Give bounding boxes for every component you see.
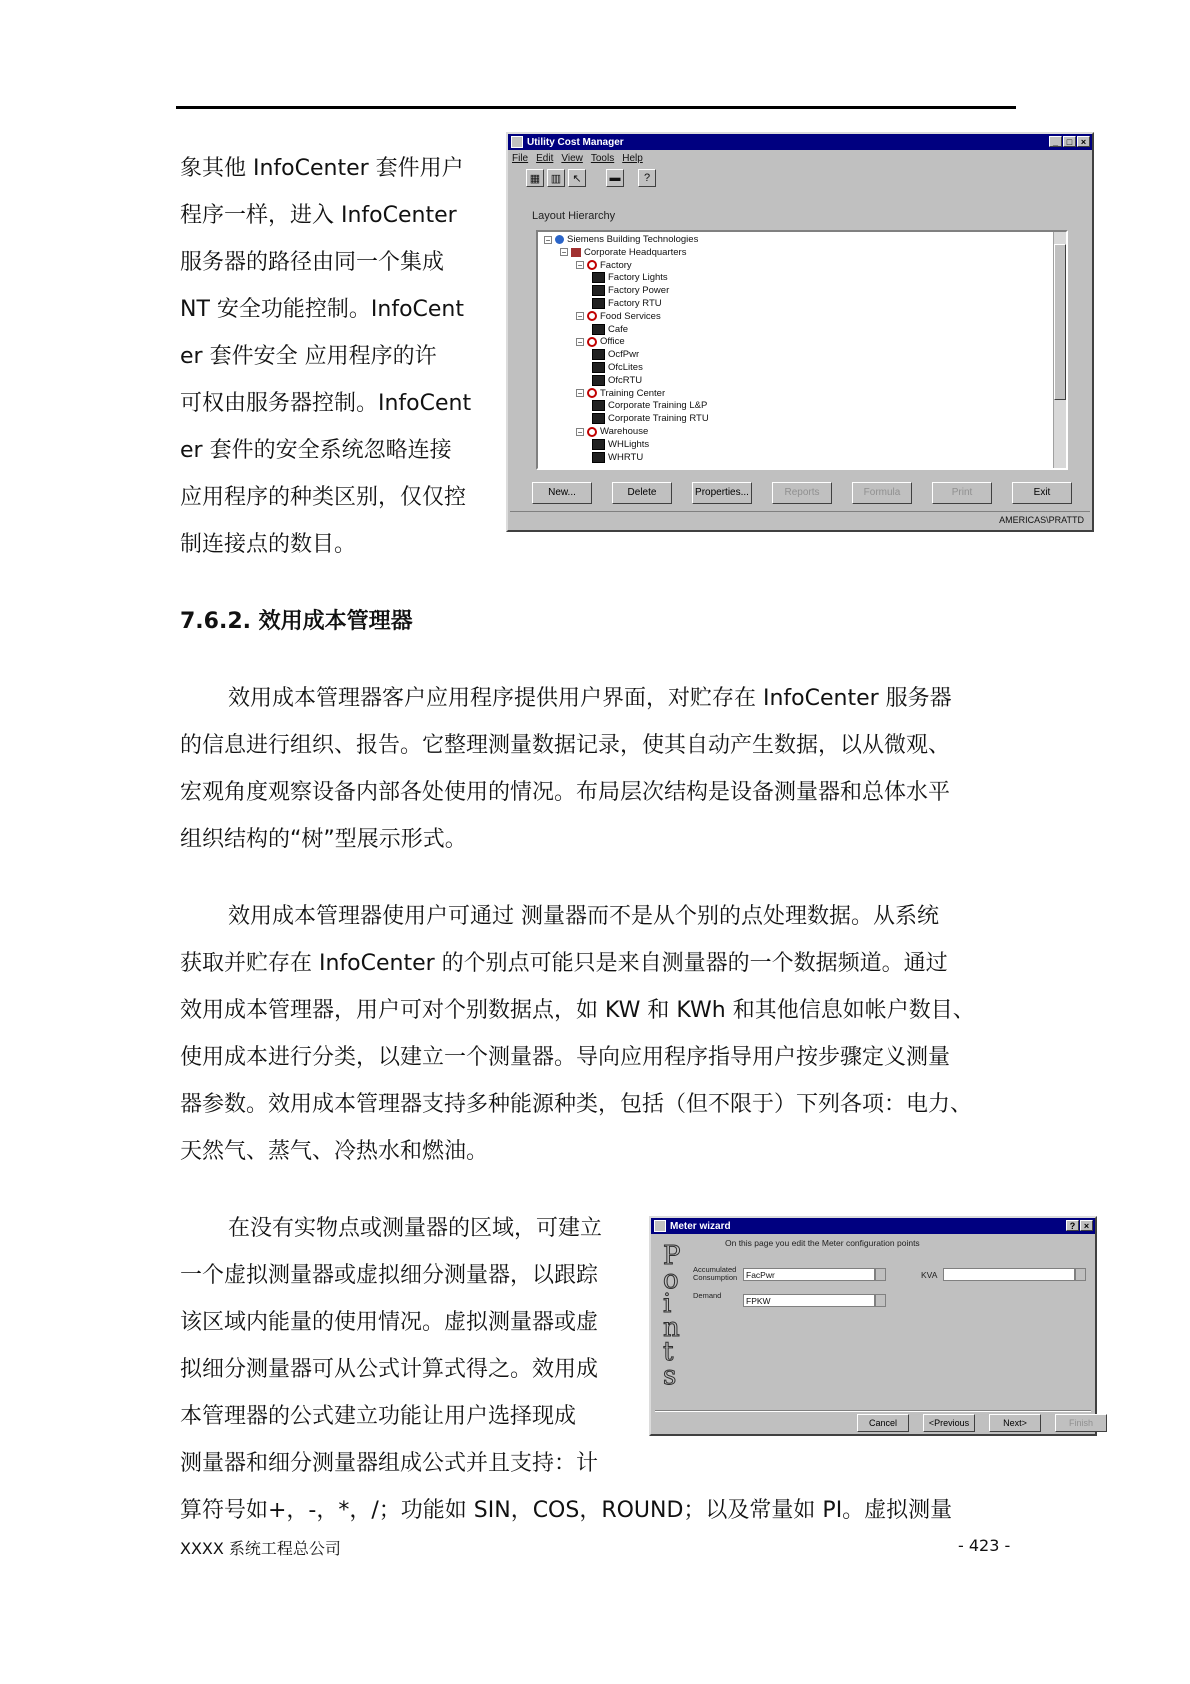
tree-node[interactable] — [592, 439, 649, 450]
tree-node-label: Cafe — [608, 323, 629, 335]
dropdown-button[interactable] — [875, 1294, 886, 1307]
building-icon — [571, 248, 581, 257]
header-rule — [176, 106, 1016, 109]
text-line: 使用成本进行分类，以建立一个测量器。导向应用程序指导用户按步骤定义测量 — [180, 1045, 951, 1070]
tree-node-label: Siemens Building Technologies — [567, 234, 699, 245]
tree-node[interactable] — [576, 311, 661, 322]
collapse-icon[interactable]: − — [577, 312, 583, 322]
text-line: 本管理器的公式建立功能让用户选择现成 — [180, 1404, 577, 1429]
utility-cost-manager-window — [506, 132, 1094, 532]
tree-node-label: OcfPwr — [608, 349, 640, 361]
tree-node-label: Factory Lights — [608, 272, 668, 284]
text-line: 程序一样，进入 InfoCenter — [180, 203, 457, 228]
meter-icon — [592, 400, 605, 411]
tree-node-label: Corporate Training RTU — [608, 413, 709, 425]
text-line: 天然气、蒸气、冷热水和燃油。 — [180, 1139, 489, 1164]
ucm-button-reports[interactable]: Reports — [772, 482, 832, 504]
tree-node[interactable] — [592, 272, 668, 283]
text-line: 获取并贮存在 InfoCenter 的个别点可能只是来自测量器的一个数据频道。通过 — [180, 951, 948, 976]
points-letter: i — [663, 1289, 672, 1319]
wizard-button-next[interactable]: Next> — [989, 1414, 1041, 1432]
meter-icon — [592, 298, 605, 309]
dropdown-button[interactable] — [875, 1268, 886, 1281]
text-line: 拟细分测量器可从公式计算式得之。效用成 — [180, 1357, 599, 1382]
meter-wizard-window — [649, 1216, 1097, 1436]
ucm-title: Utility Cost Manager — [527, 136, 624, 148]
tree-node[interactable] — [592, 375, 642, 386]
text-line: er 套件的安全系统忽略连接 — [180, 438, 452, 463]
chart-icon[interactable]: ▥ — [547, 169, 565, 187]
text-line: 效用成本管理器客户应用程序提供用户界面，对贮存在 InfoCenter 服务器 — [228, 686, 952, 711]
meter-icon — [592, 272, 605, 283]
tree-node[interactable] — [592, 413, 709, 424]
ucm-button-exit[interactable]: Exit — [1012, 482, 1072, 504]
location-icon — [587, 388, 597, 398]
globe-icon — [555, 235, 564, 244]
meter-icon — [592, 413, 605, 424]
wizard-button-finish[interactable]: Finish — [1055, 1414, 1107, 1432]
points-graphic — [663, 1241, 681, 1391]
field-label: Accumulated Consumption — [693, 1265, 738, 1282]
text-line: 该区域内能量的使用情况。虚拟测量器或虚 — [180, 1310, 599, 1335]
text-line: 一个虚拟测量器或虚拟细分测量器，以跟踪 — [180, 1263, 599, 1288]
points-letter: o — [663, 1265, 679, 1295]
ucm-button-delete[interactable]: Delete — [612, 482, 672, 504]
collapse-icon[interactable]: − — [577, 261, 583, 271]
ucm-button-new[interactable]: New... — [532, 482, 592, 504]
meter-icon — [592, 375, 605, 386]
meter-icon — [592, 452, 605, 463]
tree-node[interactable] — [592, 400, 707, 411]
location-icon — [587, 311, 597, 321]
ucm-button-formula[interactable]: Formula — [852, 482, 912, 504]
kva-dropdown-button[interactable] — [1075, 1268, 1086, 1281]
text-line: er 套件安全 应用程序的许 — [180, 344, 437, 369]
text-line: 宏观角度观察设备内部各处使用的情况。布局层次结构是设备测量器和总体水平 — [180, 780, 951, 805]
tree-node-label: Corporate Headquarters — [584, 246, 687, 258]
help-button[interactable]: ? — [1066, 1220, 1079, 1231]
meter-icon — [592, 285, 605, 296]
tree-node[interactable] — [592, 452, 643, 463]
tree-node[interactable] — [592, 349, 639, 360]
page-number: - 423 - — [958, 1536, 1011, 1555]
collapse-icon[interactable]: − — [577, 337, 583, 347]
tree-node-label: Factory RTU — [608, 298, 662, 309]
layout-hierarchy-tree[interactable] — [536, 230, 1068, 470]
tree-node-label: WHLights — [608, 438, 650, 450]
layout-hierarchy-label: Layout Hierarchy — [532, 210, 616, 222]
ucm-title-bar — [508, 134, 1092, 150]
text-line: 可权由服务器控制。InfoCent — [180, 391, 472, 416]
collapse-icon[interactable]: − — [577, 427, 583, 437]
text-line: 制连接点的数目。 — [180, 532, 357, 557]
tree-node-label: Factory Power — [608, 285, 670, 297]
ucm-menu-bar — [508, 150, 1092, 166]
wizard-title: Meter wizard — [670, 1220, 731, 1232]
tree-view-icon[interactable]: ▦ — [526, 169, 544, 187]
tree-node-label: Office — [600, 336, 625, 348]
text-line: 应用程序的种类区别，仅仅控 — [180, 485, 467, 510]
wizard-title-bar — [651, 1218, 1095, 1234]
close-button[interactable]: × — [1077, 136, 1090, 147]
ucm-button-print[interactable]: Print — [932, 482, 992, 504]
tree-node-label: Training Center — [600, 387, 666, 399]
tree-node[interactable] — [576, 426, 648, 437]
field-input[interactable]: FacPwr — [743, 1268, 875, 1281]
text-line: 组织结构的“树”型展示形式。 — [180, 827, 467, 852]
text-line: NT 安全功能控制。InfoCent — [180, 297, 464, 322]
points-letter: P — [663, 1241, 681, 1271]
text-line: 效用成本管理器，用户可对个别数据点，如 KW 和 KWh 和其他信息如帐户数目、 — [180, 998, 975, 1023]
ucm-toolbar — [508, 166, 1092, 190]
maximize-button[interactable]: □ — [1063, 136, 1076, 147]
text-line: 器参数。效用成本管理器支持多种能源种类，包括（但不限于）下列各项：电力、 — [180, 1092, 973, 1117]
kva-label: KVA — [921, 1270, 938, 1280]
menu-item[interactable]: Edit — [536, 152, 554, 164]
tree-node-label: Factory — [600, 259, 632, 271]
text-line: 的信息进行组织、报告。它整理测量数据记录，使其自动产生数据，以从微观、 — [180, 733, 951, 758]
tree-node[interactable] — [560, 247, 686, 258]
minimize-button[interactable]: _ — [1049, 136, 1062, 147]
points-letter: t — [663, 1337, 674, 1367]
points-letter: s — [663, 1361, 677, 1391]
points-letter: n — [663, 1313, 680, 1343]
tree-node-label: WHRTU — [608, 451, 644, 463]
menu-item[interactable]: Tools — [590, 152, 615, 164]
tree-node[interactable] — [576, 388, 665, 399]
meter-icon — [592, 362, 605, 373]
collapse-icon[interactable]: − — [577, 389, 583, 399]
field-input[interactable]: FPKW — [743, 1294, 875, 1307]
collapse-icon[interactable]: − — [561, 248, 567, 258]
printer-icon[interactable]: ▬ — [606, 169, 624, 187]
location-icon — [587, 260, 597, 270]
meter-icon — [592, 349, 605, 360]
wizard-button-cancel[interactable]: Cancel — [857, 1414, 909, 1432]
text-line: 测量器和细分测量器组成公式并且支持：计 — [180, 1451, 599, 1476]
tree-node[interactable] — [592, 362, 643, 373]
collapse-icon[interactable]: − — [545, 235, 551, 245]
text-line: 效用成本管理器使用户可通过 测量器而不是从个别的点处理数据。从系统 — [228, 904, 939, 929]
menu-item[interactable]: Help — [622, 152, 643, 164]
tree-node[interactable] — [592, 324, 628, 335]
tree-node-label: OfcLites — [608, 362, 643, 373]
kva-field[interactable] — [943, 1268, 1075, 1281]
text-line: 在没有实物点或测量器的区域，可建立 — [228, 1216, 603, 1241]
scrollbar-thumb[interactable] — [1054, 244, 1066, 400]
tree-node[interactable] — [576, 336, 625, 347]
location-icon — [587, 337, 597, 347]
field-label: Demand — [693, 1291, 722, 1300]
app-icon — [654, 1220, 666, 1232]
app-icon — [511, 136, 523, 148]
wizard-separator — [655, 1410, 1091, 1412]
tree-node-label: OfcRTU — [608, 374, 643, 386]
menu-item[interactable]: View — [561, 152, 583, 164]
tree-node[interactable] — [576, 260, 632, 271]
tree-node[interactable] — [592, 298, 662, 309]
meter-icon — [592, 439, 605, 450]
section-heading: 7.6.2. 效用成本管理器 — [180, 609, 413, 634]
text-line: 算符号如+，-，*，/；功能如 SIN，COS，ROUND；以及常量如 PI。虚拟测量 — [180, 1498, 953, 1523]
tree-node-label: Warehouse — [600, 426, 649, 437]
pointer-icon[interactable]: ↖ — [568, 169, 586, 187]
tree-node[interactable] — [592, 285, 669, 296]
tree-node-label: Corporate Training L&P — [608, 400, 708, 412]
text-line: 象其他 InfoCenter 套件用户 — [180, 156, 464, 181]
tree-node[interactable] — [544, 234, 698, 245]
close-button[interactable]: × — [1080, 1220, 1093, 1231]
tree-scrollbar[interactable] — [1053, 232, 1066, 468]
tree-node-label: Food Services — [600, 310, 661, 322]
status-bar: AMERICAS\PRATTD — [510, 511, 1090, 528]
footer-company: XXXX 系统工程总公司 — [180, 1539, 341, 1558]
help-icon[interactable]: ? — [638, 169, 656, 187]
text-line: 服务器的路径由同一个集成 — [180, 250, 445, 275]
location-icon — [587, 427, 597, 437]
wizard-instruction: On this page you edit the Meter configuration points — [725, 1238, 920, 1248]
menu-item[interactable]: File — [512, 152, 529, 164]
wizard-button-previous[interactable]: <Previous — [923, 1414, 975, 1432]
meter-icon — [592, 324, 605, 335]
ucm-button-properties[interactable]: Properties... — [692, 482, 752, 504]
